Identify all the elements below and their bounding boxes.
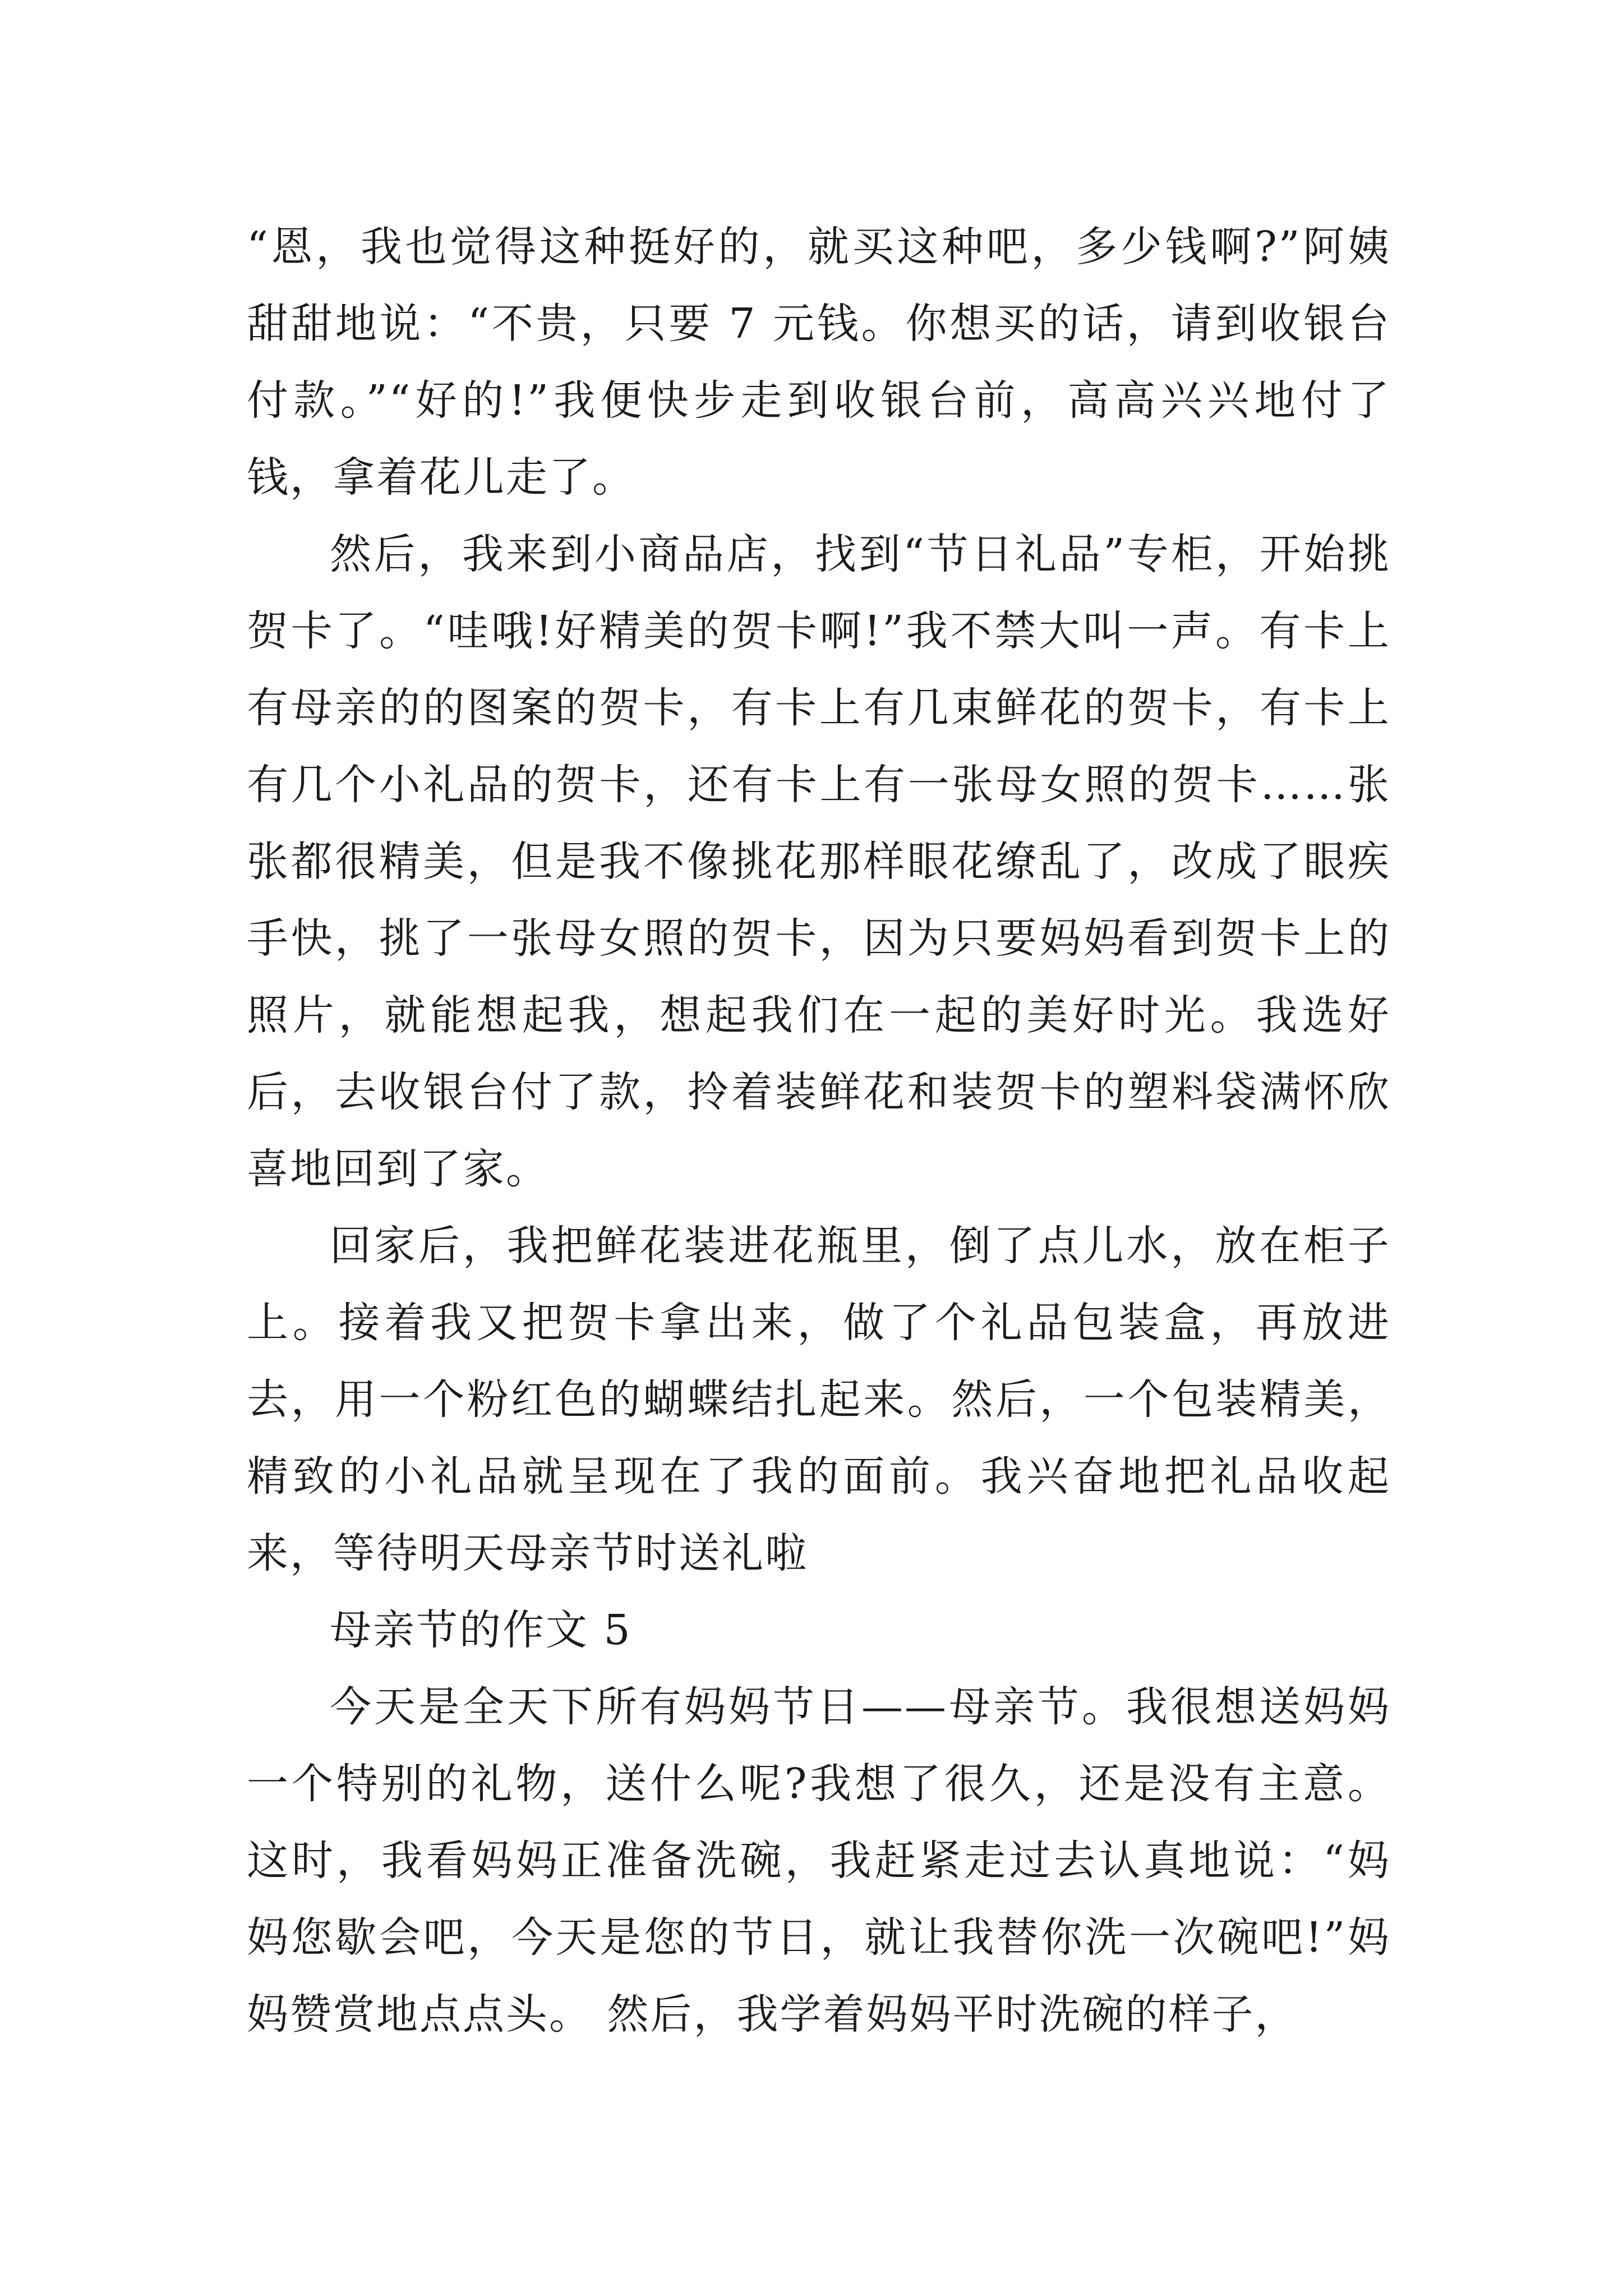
section-title: 母亲节的作文 5 bbox=[330, 1606, 632, 1654]
paragraph-flower-purchase: “恩，我也觉得这种挺好的，就买这种吧，多少钱啊?”阿姨甜甜地说：“不贵，只要 7 元钱。你想买的话，请到收银台付款。”“好的!”我便快步走到收银台前，高高兴兴地付了钱，拿着花儿走了。 bbox=[247, 223, 1391, 501]
essay-text bbox=[247, 209, 1391, 2053]
paragraph-washing-dishes: 今天是全天下所有妈妈节日——母亲节。我很想送妈妈一个特别的礼物，送什么呢?我想了很久，还是没有主意。这时，我看妈妈正准备洗碗，我赶紧走过去认真地说：“妈妈您歇会吧，今天是您的节日，就让我替你洗一次碗吧!”妈妈赞赏地点点头。 然后，我学着妈妈平时洗碗的样子， bbox=[247, 1683, 1391, 2039]
paragraph-greeting-card: 然后，我来到小商品店，找到“节日礼品”专柜，开始挑贺卡了。“哇哦!好精美的贺卡啊!”我不禁大叫一声。有卡上有母亲的的图案的贺卡，有卡上有几束鲜花的贺卡，有卡上有几个小礼品的贺卡，还有卡上有一张母女照的贺卡……张张都很精美，但是我不像挑花那样眼花缭乱了，改成了眼疾手快，挑了一张母女照的贺卡，因为只要妈妈看到贺卡上的照片，就能想起我，想起我们在一起的美好时光。我选好后，去收银台付了款，拎着装鲜花和装贺卡的塑料袋满怀欣喜地回到了家。 bbox=[247, 530, 1391, 1193]
paragraph-gift-wrapping: 回家后，我把鲜花装进花瓶里，倒了点儿水，放在柜子上。接着我又把贺卡拿出来，做了个礼品包装盒，再放进去，用一个粉红色的蝴蝶结扎起来。然后，一个包装精美，精致的小礼品就呈现在了我的面前。我兴奋地把礼品收起来，等待明天母亲节时送礼啦 bbox=[247, 1222, 1391, 1577]
